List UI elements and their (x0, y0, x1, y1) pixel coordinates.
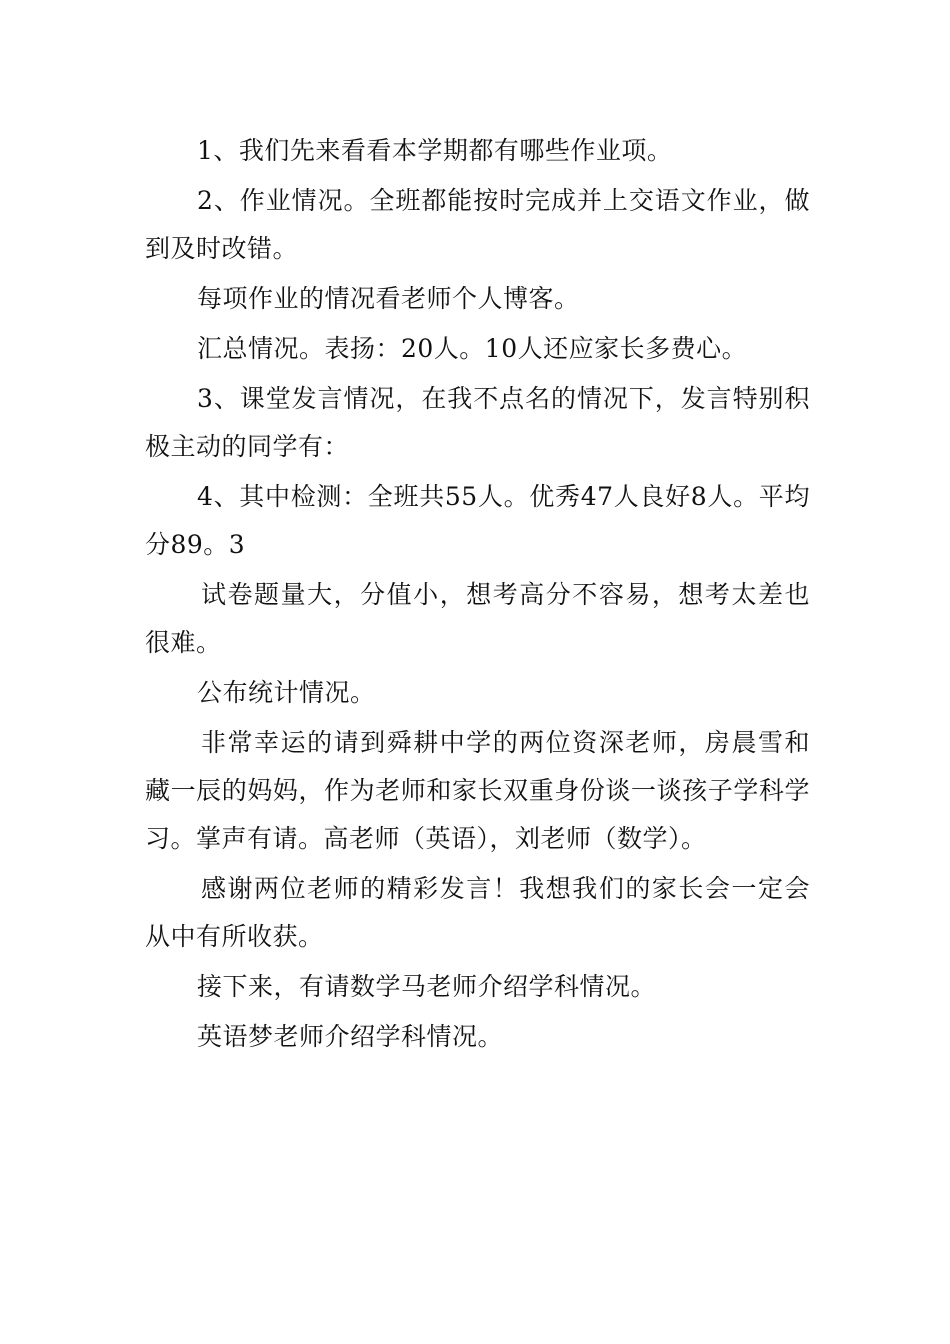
paragraph-english-teacher: 英语梦老师介绍学科情况。 (197, 1022, 504, 1051)
paragraph-teacher-blog: 每项作业的情况看老师个人博客。 (197, 284, 580, 313)
paragraph-homework-status: 2、作业情况。全班都能按时完成并上交语文作业，做到及时改错。 (145, 186, 810, 263)
paragraph-test-results: 4、其中检测：全班共55人。优秀47人良好8人。平均分89。3 (145, 482, 810, 559)
paragraph-guest-teachers: 非常幸运的请到舜耕中学的两位资深老师，房晨雪和藏一辰的妈妈，作为老师和家长双重身份谈一谈孩子学科学习。掌声有请。高老师（英语），刘老师（数学）。 (145, 728, 810, 853)
paragraph-math-teacher: 接下来，有请数学马老师介绍学科情况。 (197, 972, 657, 1001)
paragraph-thanks: 感谢两位老师的精彩发言！我想我们的家长会一定会从中有所收获。 (145, 874, 810, 951)
paragraph-test-difficulty: 试卷题量大，分值小，想考高分不容易，想考太差也很难。 (145, 580, 810, 657)
paragraph-class-speaking: 3、课堂发言情况，在我不点名的情况下，发言特别积极主动的同学有： (145, 384, 810, 461)
paragraph-homework-items: 1、我们先来看看本学期都有哪些作业项。 (197, 136, 673, 165)
document-body (145, 127, 810, 1063)
paragraph-statistics: 公布统计情况。 (197, 678, 376, 707)
paragraph-summary: 汇总情况。表扬：20人。10人还应家长多费心。 (197, 334, 748, 363)
